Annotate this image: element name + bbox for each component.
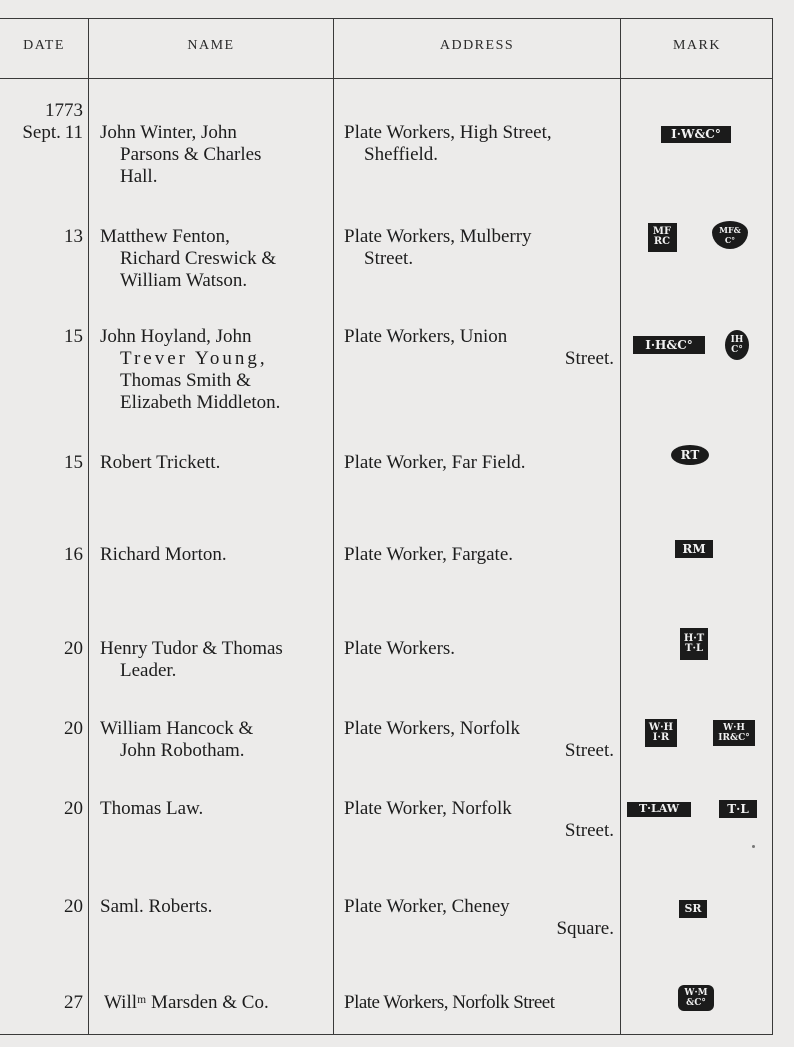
ih-co-oval-mark-icon: IH C° <box>725 330 749 360</box>
header-date: DATE <box>23 38 65 53</box>
date-year: 1773 <box>45 100 83 121</box>
date-day: 20 <box>64 718 83 739</box>
column-divider-date <box>88 18 89 1035</box>
address-cell <box>344 896 614 940</box>
mark-cell <box>710 220 750 250</box>
date-cell <box>0 544 83 566</box>
ih-co-mark-icon: I·H&C° <box>633 336 705 354</box>
date-day: 27 <box>64 992 83 1013</box>
address-cell <box>344 452 614 474</box>
date-day: 15 <box>64 452 83 473</box>
name-cell <box>100 798 326 820</box>
wm-co-mark-icon: W·M &C° <box>678 985 714 1011</box>
date-day: 20 <box>64 896 83 917</box>
address-cell <box>344 226 614 270</box>
address-line: Street. <box>564 740 614 761</box>
name-cell <box>100 226 326 292</box>
address-line: Plate Workers, Norfolk Street <box>344 992 555 1013</box>
address-cell <box>344 544 614 566</box>
header-rule <box>0 78 773 79</box>
address-line: Plate Worker, Norfolk <box>344 798 512 819</box>
name-line: William Watson. <box>120 270 248 291</box>
mark-cell <box>632 335 706 355</box>
address-line: Street. <box>564 820 614 841</box>
date-cell <box>0 452 83 474</box>
address-line: Street. <box>364 248 414 269</box>
mf-rc-mark-icon: MF RC <box>648 223 677 252</box>
iw-co-mark-icon: I·W&C° <box>661 126 731 143</box>
date-cell <box>0 798 83 820</box>
date-cell <box>0 718 83 740</box>
date-cell <box>0 100 83 144</box>
name-cell <box>100 638 326 682</box>
address-cell <box>344 798 614 842</box>
name-cell <box>100 326 326 414</box>
name-line: Thomas Smith & <box>120 370 251 391</box>
rt-mark-icon: RT <box>671 445 709 465</box>
mark-cell <box>626 800 692 818</box>
date-cell <box>0 896 83 918</box>
name-line: John Winter, John <box>100 122 237 143</box>
address-cell <box>344 326 614 370</box>
name-cell <box>100 718 326 762</box>
address-cell <box>344 638 614 660</box>
date-day: 20 <box>64 638 83 659</box>
mark-cell <box>646 221 678 253</box>
name-line: Thomas Law. <box>100 798 204 819</box>
address-line: Street. <box>564 348 614 369</box>
name-line: John Robotham. <box>120 740 245 761</box>
name-line: Parsons & Charles <box>120 144 262 165</box>
sr-mark-icon: SR <box>679 900 707 918</box>
name-line: William Hancock & <box>100 718 254 739</box>
mark-cell <box>640 124 752 144</box>
name-line: Saml. Roberts. <box>100 896 213 917</box>
date-day: 11 <box>64 122 83 143</box>
address-line: Plate Workers. <box>344 638 456 659</box>
name-line: Robert Trickett. <box>100 452 221 473</box>
mark-cell <box>712 719 756 747</box>
date-day: 16 <box>64 544 83 565</box>
name-line: Henry Tudor & Thomas <box>100 638 283 659</box>
name-line: Trever Young, <box>120 348 268 369</box>
header-address: ADDRESS <box>439 38 515 53</box>
header-mark: MARK <box>672 38 721 53</box>
address-line: Plate Workers, Mulberry <box>344 226 532 247</box>
date-day: 20 <box>64 798 83 819</box>
mark-cell <box>678 627 710 661</box>
name-line: Richard Creswick & <box>120 248 277 269</box>
rm-mark-icon: RM <box>675 540 713 558</box>
address-line: Plate Workers, Union <box>344 326 508 347</box>
date-cell <box>0 326 83 348</box>
paper-speck <box>752 845 755 848</box>
mark-cell <box>718 799 758 819</box>
address-cell <box>344 718 614 762</box>
name-line: John Hoyland, John <box>100 326 252 347</box>
name-line: Matthew Fenton, <box>100 226 230 247</box>
column-divider-name <box>333 18 334 1035</box>
mark-cell <box>674 539 714 559</box>
header-name: NAME <box>187 38 235 53</box>
mark-cell <box>678 899 708 919</box>
mf-co-heart-mark-icon: MF& C° <box>712 221 748 249</box>
wh-ir-mark-icon: W·H I·R <box>645 719 677 747</box>
name-line: Elizabeth Middleton. <box>120 392 281 413</box>
mark-cell <box>644 718 678 748</box>
name-cell <box>100 544 326 566</box>
name-line: Richard Morton. <box>100 544 227 565</box>
tl-mark-icon: T·L <box>719 800 757 818</box>
address-line: Sheffield. <box>364 144 439 165</box>
date-day: 13 <box>64 226 83 247</box>
address-line: Plate Worker, Fargate. <box>344 544 514 565</box>
date-cell <box>0 226 83 248</box>
name-cell <box>104 992 330 1014</box>
address-line: Plate Worker, Far Field. <box>344 452 526 473</box>
name-cell <box>100 122 326 188</box>
name-cell <box>100 896 326 918</box>
name-line: Leader. <box>120 660 177 681</box>
mark-cell <box>723 329 751 361</box>
address-line: Square. <box>556 918 614 939</box>
name-cell <box>100 452 326 474</box>
mark-cell <box>676 984 716 1012</box>
t-law-mark-icon: T·LAW <box>627 802 691 817</box>
wh-ir-co-mark-icon: W·H IR&C° <box>713 720 755 746</box>
address-cell <box>344 992 620 1014</box>
mark-cell <box>670 444 710 466</box>
column-divider-address <box>620 18 621 1035</box>
name-line: Willᵐ Marsden & Co. <box>104 992 269 1013</box>
date-month: Sept. <box>22 122 61 143</box>
name-line: Hall. <box>120 166 158 187</box>
ht-tl-mark-icon: H·T T·L <box>680 628 708 660</box>
address-line: Plate Workers, High Street, <box>344 122 552 143</box>
address-line: Plate Workers, Norfolk <box>344 718 520 739</box>
address-cell <box>344 122 614 166</box>
date-cell <box>0 638 83 660</box>
date-cell <box>0 992 83 1014</box>
date-day: 15 <box>64 326 83 347</box>
address-line: Plate Worker, Cheney <box>344 896 510 917</box>
